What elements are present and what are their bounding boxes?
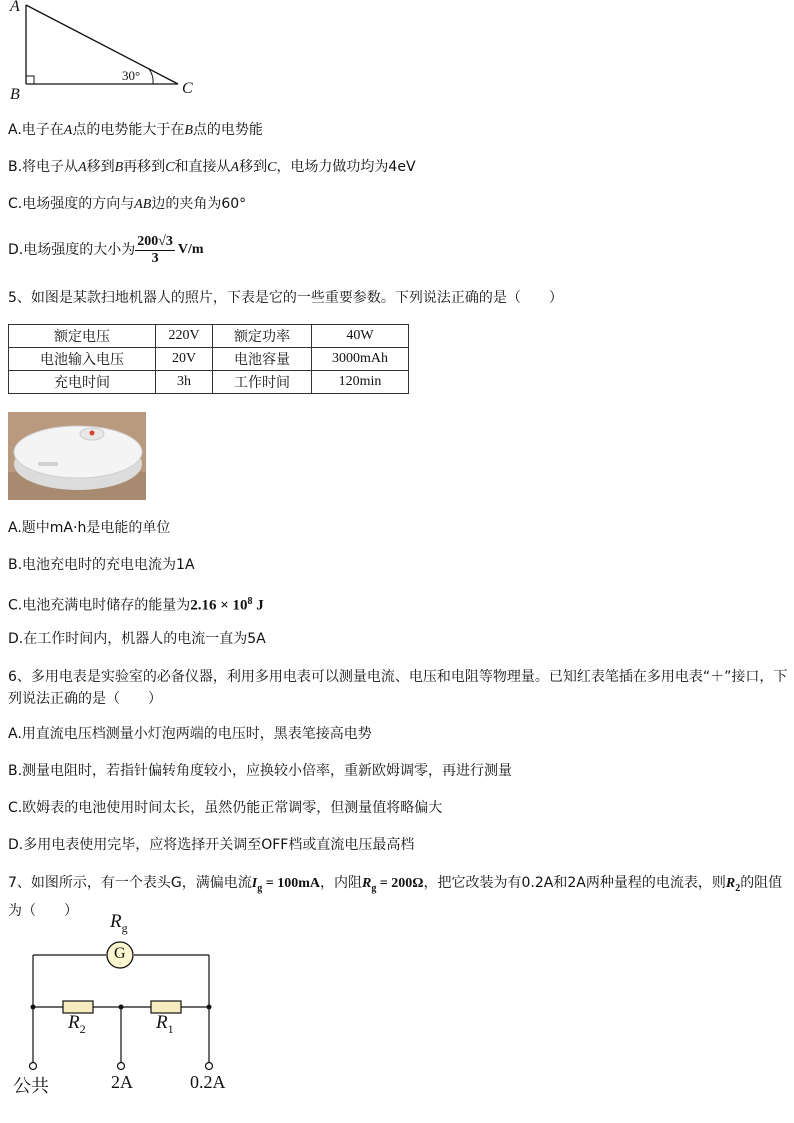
- q6-option-a: A.用直流电压档测量小灯泡两端的电压时，黑表笔接高电势: [8, 726, 372, 742]
- q5-option-b: B.电池充电时的充电电流为1A: [8, 557, 195, 573]
- q4-option-b: B.将电子从A移到B再移到C和直接从A移到C，电场力做功均为4eV: [8, 159, 416, 175]
- q5-stem: 5、如图是某款扫地机器人的照片，下表是它的一些重要参数。下列说法正确的是（ ）: [8, 290, 563, 306]
- q5-option-d: D.在工作时间内，机器人的电流一直为5A: [8, 631, 266, 647]
- vertex-c-label: C: [182, 80, 193, 97]
- q4-option-d: D.电场强度的大小为 $\frac{200√3}{3}$ V/m: [8, 233, 204, 266]
- r1-label: $R_1$: [156, 1012, 174, 1036]
- fraction: $\frac{200√3}{3}$: [137, 233, 173, 266]
- q7-stem: 7、如图所示，有一个表头G，满偏电流$I_g = 100mA$，内阻$R_g = 200\Omega$，把它改装为有0.2A和2A两种量程的电流表，则$R_2$的阻值为（ ）: [8, 875, 783, 919]
- q5-option-c: C.电池充满电时储存的能量为$2.16 \times 10^8$ J: [8, 596, 264, 614]
- table-row: 电池输入电压 20V 电池容量 3000mAh: [9, 348, 409, 371]
- q6-option-d: D.多用电表使用完毕，应将选择开关调至OFF档或直流电压最高档: [8, 837, 415, 853]
- robot-params-table: [8, 324, 409, 394]
- robot-vacuum-photo: [8, 412, 146, 500]
- table-row: 充电时间 3h 工作时间 120min: [9, 371, 409, 394]
- vertex-b-label: B: [10, 86, 20, 103]
- angle-label: 30°: [122, 68, 141, 83]
- q5-option-a: A.题中mA·h是电能的单位: [8, 520, 171, 536]
- rg-label: $R_g$: [110, 911, 128, 935]
- q4-option-c: C.电场强度的方向与AB边的夹角为60°: [8, 196, 247, 212]
- q6-option-b: B.测量电阻时，若指针偏转角度较小，应换较小倍率，重新欧姆调零，再进行测量: [8, 763, 513, 779]
- vertex-a-label: A: [10, 0, 20, 15]
- q6-option-c: C.欧姆表的电池使用时间太长，虽然仍能正常调零，但测量值将略偏大: [8, 800, 443, 816]
- terminal-2a-label: 2A: [111, 1072, 133, 1092]
- triangle-figure: [0, 0, 210, 105]
- table-row: 额定电压 220V 额定功率 40W: [9, 325, 409, 348]
- q4-option-a: A.电子在A点的电势能大于在B点的电势能: [8, 122, 263, 138]
- terminal-02a-label: 0.2A: [190, 1072, 226, 1092]
- r2-label: $R_2$: [68, 1012, 86, 1036]
- galvanometer-symbol: G: [114, 945, 126, 962]
- terminal-common-label: 公共: [13, 1076, 49, 1097]
- q6-stem: 6、多用电表是实验室的必备仪器，利用多用电表可以测量电流、电压和电阻等物理量。已知红表笔插在多用电表“＋”接口，下列说法正确的是（ ）: [8, 669, 788, 707]
